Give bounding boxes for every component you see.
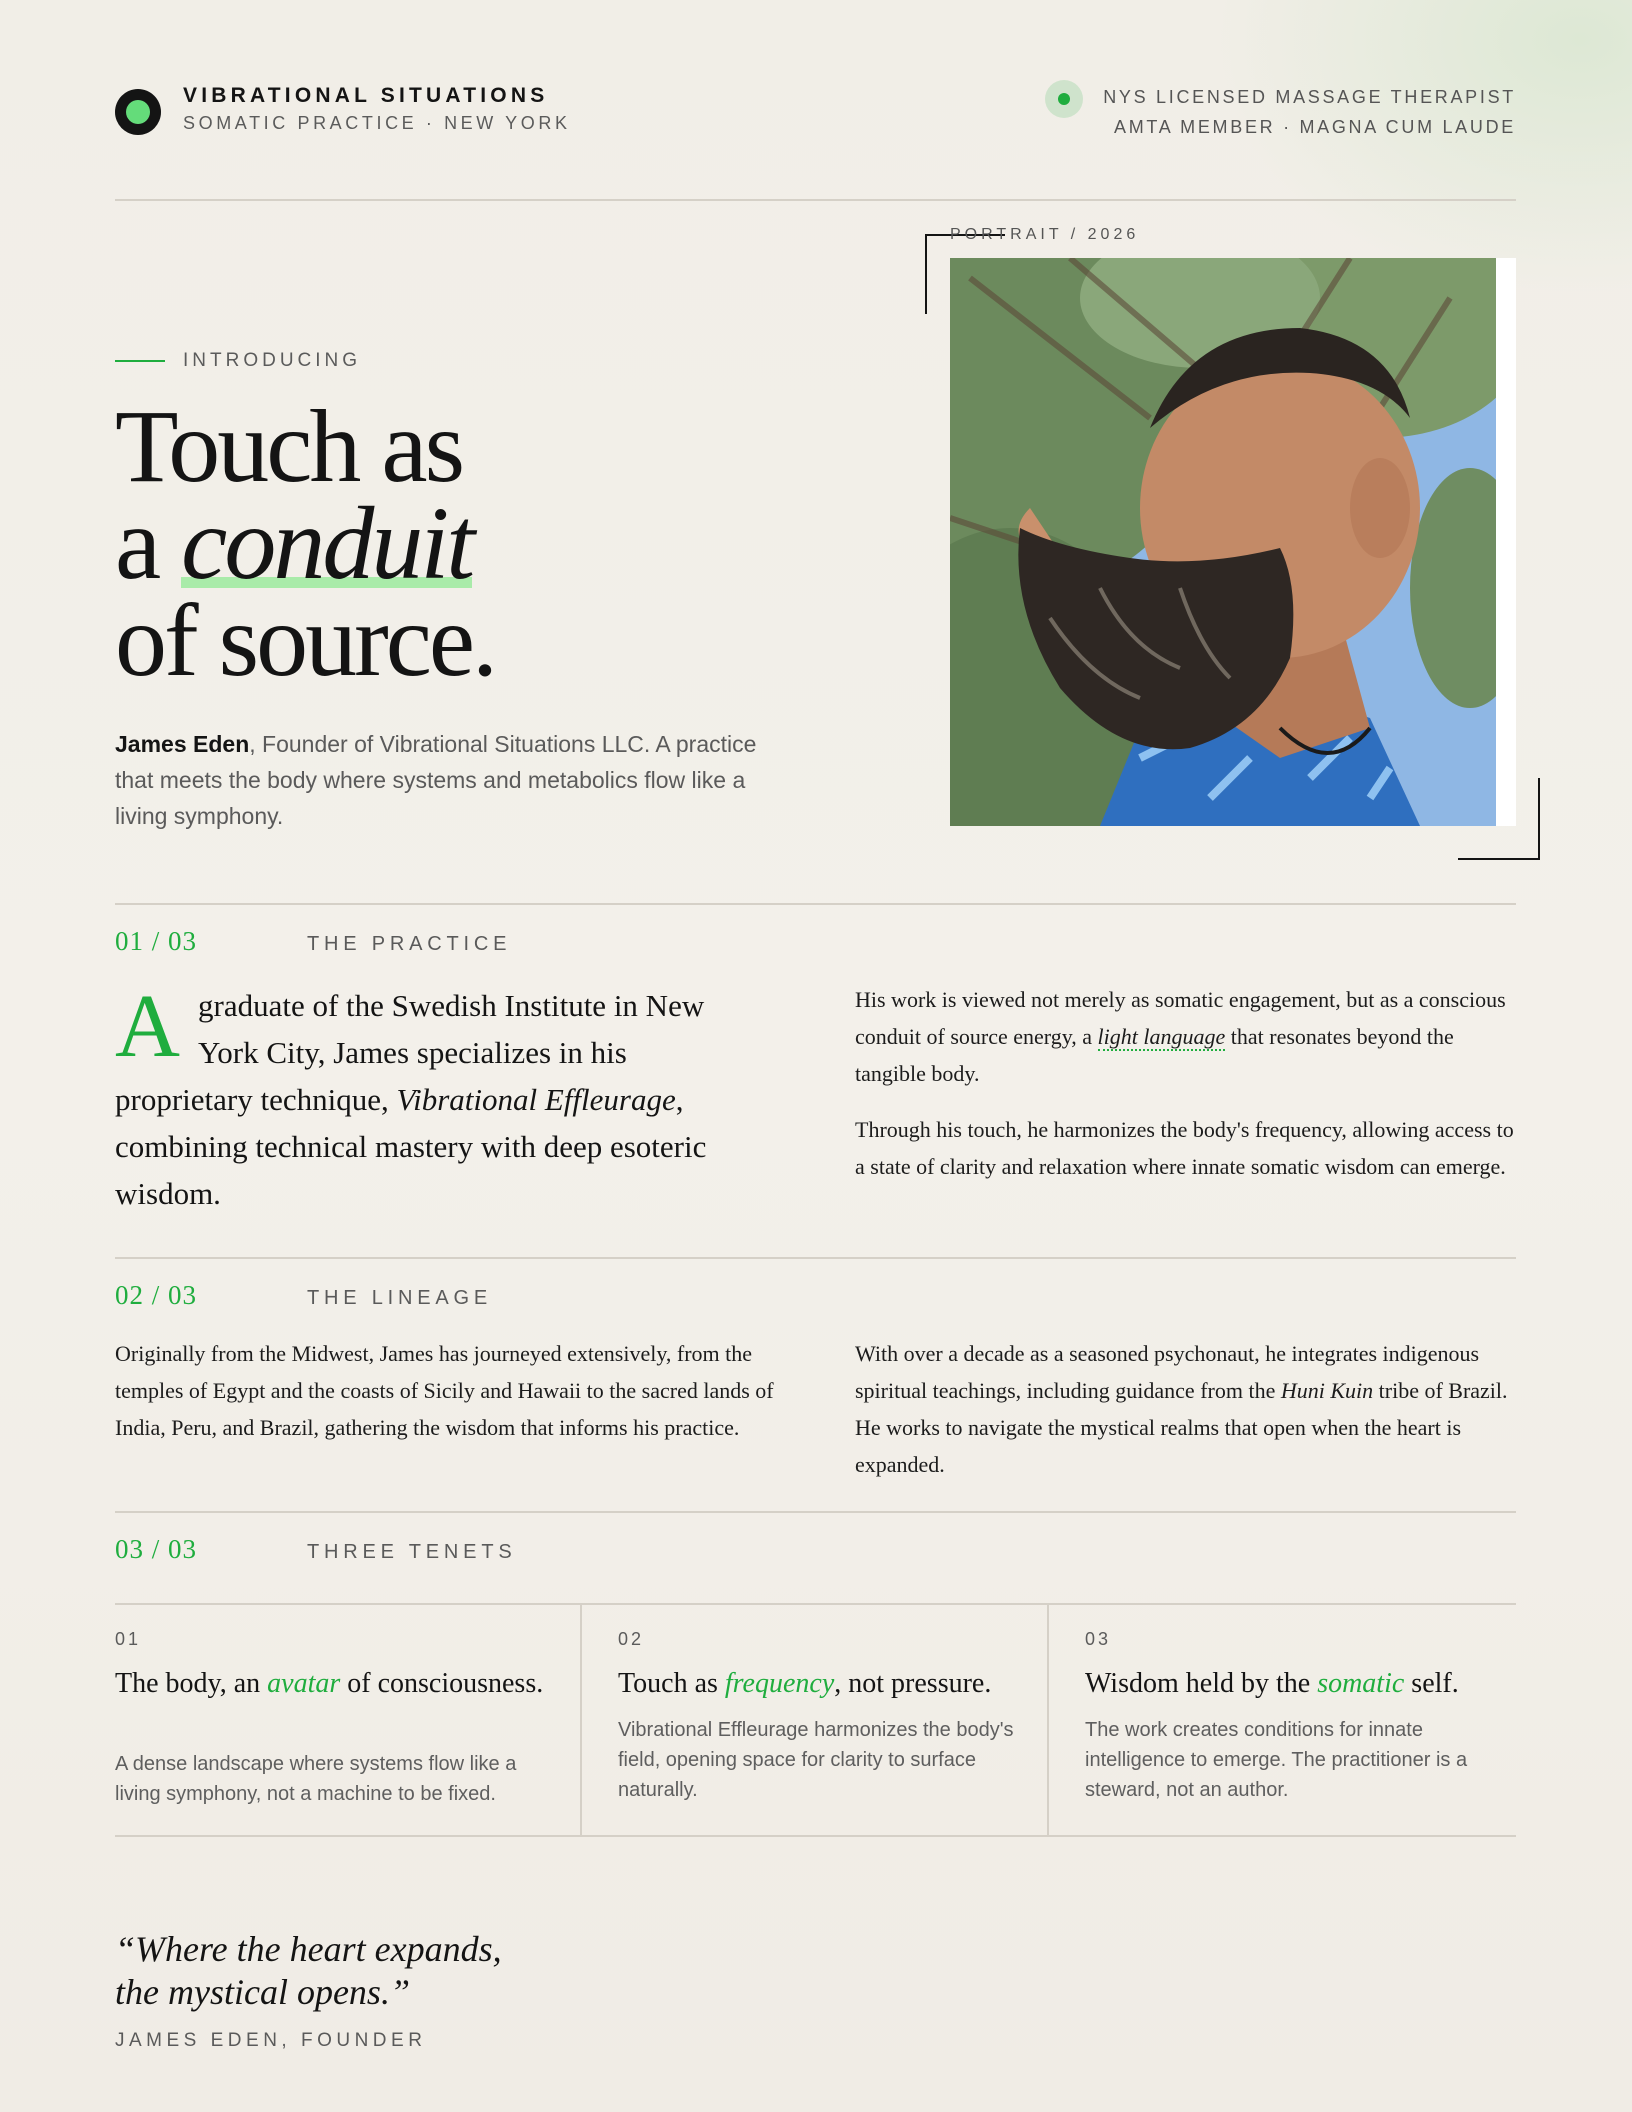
status-indicator-dot (1058, 93, 1070, 105)
section-number: 03 / 03 (115, 1534, 198, 1564)
section-divider (115, 1257, 1516, 1259)
tenets-bottom-rule (115, 1835, 1516, 1837)
portrait-label: PORTRAIT / 2026 (950, 226, 1140, 243)
lead-text-start: graduate of the Swedish Institute in New York City, James specializes in his proprietary technique, (115, 988, 705, 1117)
credential-license: NYS LICENSED MASSAGE THERAPIST (1103, 87, 1516, 107)
drop-cap: A (115, 977, 180, 1076)
tenet-title-text: Touch as (618, 1668, 725, 1699)
pull-quote-line-2: the mystical opens.” (115, 1972, 410, 2012)
headline-line-1: Touch as (115, 389, 463, 504)
practice-lead (115, 977, 770, 1217)
hero-intro-text: , Founder of Vibrational Situations LLC. A practice that meets the body where systems and metabolics flow like a living symphony. (115, 731, 757, 829)
tenet-title-text: self. (1404, 1668, 1459, 1699)
eyebrow-label: INTRODUCING (183, 350, 362, 371)
tenet-title (1085, 1666, 1515, 1702)
paragraph-text: that resonates beyond the tangible body. (855, 1024, 1454, 1086)
paragraph-text: tribe of Brazil. He works to navigate the mystical realms that open when the heart is expanded. (855, 1378, 1508, 1477)
section-title: THE LINEAGE (307, 1287, 493, 1309)
hero-headline (115, 389, 496, 698)
founder-name: James Eden (115, 731, 250, 757)
paragraph-text: His work is viewed not merely as somatic engagement, but as a conscious conduit of source energy, a (855, 987, 1506, 1049)
tenet-title-text: of consciousness. (340, 1668, 544, 1699)
tenet-title-text: Wisdom held by the (1085, 1668, 1318, 1699)
brand-subtitle: SOMATIC PRACTICE · NEW YORK (183, 113, 571, 133)
pull-quote-line-1: “Where the heart expands, (115, 1929, 502, 1969)
tenet-title (618, 1666, 1038, 1702)
tenet-body: The work creates conditions for innate intelligence to emerge. The practitioner is a steward, not an author. (1085, 1719, 1468, 1801)
tenet-title-text: The body, an (115, 1668, 268, 1699)
tenets-top-rule (115, 1603, 1516, 1605)
brand-name: VIBRATIONAL SITUATIONS (183, 84, 549, 107)
section-title: THREE TENETS (307, 1541, 517, 1563)
brand-logo-dot (126, 100, 150, 124)
portrait-photo (950, 258, 1496, 826)
quote-attribution: JAMES EDEN, FOUNDER (115, 2030, 427, 2051)
section-divider (115, 903, 1516, 905)
headline-line-2-start: a (115, 486, 182, 601)
paragraph-text: With over a decade as a seasoned psychonaut, he integrates indigenous spiritual teachings, including guidance from the (855, 1341, 1480, 1403)
tenet-number: 01 (115, 1629, 142, 1649)
portrait-corner-bottom-right (1458, 778, 1540, 860)
header-divider (115, 199, 1516, 201)
practice-paragraph-2: Through his touch, he harmonizes the body's frequency, allowing access to a state of clarity and relaxation where innate somatic wisdom can emerge. (855, 1117, 1514, 1179)
lineage-paragraph-right (855, 1335, 1515, 1483)
tenet-title-emphasis: avatar (267, 1668, 341, 1699)
light-language-term: light language (1097, 1024, 1226, 1049)
tenet-number: 03 (1085, 1629, 1112, 1649)
tribe-name: Huni Kuin (1280, 1378, 1374, 1403)
tenet-body: Vibrational Effleurage harmonizes the body's field, opening space for clarity to surface naturally. (618, 1719, 1014, 1801)
headline-line-3: of source. (115, 583, 496, 698)
tenet-number: 02 (618, 1629, 645, 1649)
tenet-title-emphasis: frequency (724, 1668, 835, 1699)
credential-membership: AMTA MEMBER · MAGNA CUM LAUDE (1113, 117, 1516, 137)
technique-name: Vibrational Effleurage (396, 1082, 676, 1117)
tenet-title-text: , not pressure. (834, 1668, 992, 1699)
section-title: THE PRACTICE (307, 933, 512, 955)
headline-emphasis: conduit (181, 486, 473, 601)
section-number: 01 / 03 (115, 926, 198, 956)
section-number: 02 / 03 (115, 1280, 198, 1310)
practice-paragraph-1 (855, 981, 1515, 1092)
hero-intro (115, 726, 775, 834)
section-divider (115, 1511, 1516, 1513)
tenet-title (115, 1666, 545, 1702)
tenet-divider (580, 1603, 582, 1836)
pull-quote (115, 1928, 502, 2014)
lineage-paragraph-left: Originally from the Midwest, James has journeyed extensively, from the temples of Egypt and the coasts of Sicily and Hawaii to the sacred lands of India, Peru, and Brazil, gathering the wisdom that informs his practice. (115, 1341, 774, 1440)
tenet-divider (1047, 1603, 1049, 1836)
lead-text-end: , combining technical mastery with deep esoteric wisdom. (115, 1082, 707, 1211)
tenet-title-emphasis: somatic (1317, 1668, 1405, 1699)
tenet-body: A dense landscape where systems flow like a living symphony, not a machine to be fixed. (115, 1753, 517, 1805)
headline-line-2 (115, 486, 495, 601)
eyebrow-accent-line (115, 360, 165, 362)
